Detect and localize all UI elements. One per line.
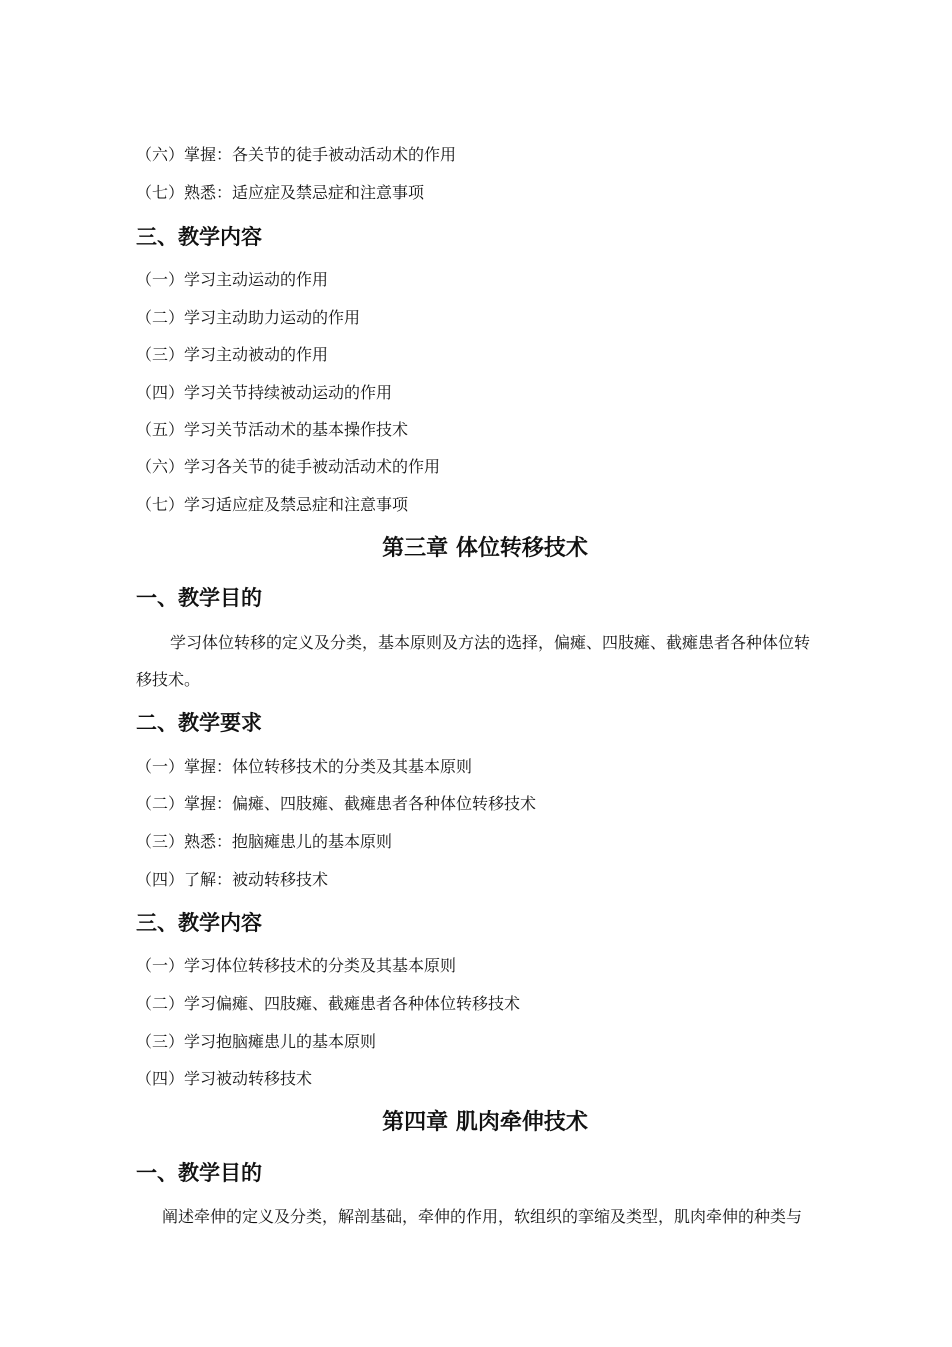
- list-item: （六）掌握：各关节的徒手被动活动术的作用: [136, 145, 457, 164]
- list-item: （七）学习适应症及禁忌症和注意事项: [136, 495, 409, 514]
- paragraph-text: 移技术。: [136, 670, 201, 689]
- list-item: （五）学习关节活动术的基本操作技术: [136, 420, 409, 439]
- section-heading: 一、教学目的: [136, 1161, 262, 1185]
- list-item: （四）学习被动转移技术: [136, 1069, 313, 1088]
- list-item: （二）学习偏瘫、四肢瘫、截瘫患者各种体位转移技术: [136, 994, 521, 1013]
- chapter-title: 第三章 体位转移技术: [382, 536, 588, 561]
- list-item: （一）学习体位转移技术的分类及其基本原则: [136, 956, 457, 975]
- list-item: （七）熟悉：适应症及禁忌症和注意事项: [136, 183, 425, 202]
- list-item: （三）学习抱脑瘫患儿的基本原则: [136, 1032, 377, 1051]
- list-item: （二）掌握：偏瘫、四肢瘫、截瘫患者各种体位转移技术: [136, 794, 537, 813]
- section-heading: 二、教学要求: [136, 711, 262, 735]
- paragraph-text: 阐述牵伸的定义及分类，解剖基础，牵伸的作用，软组织的挛缩及类型，肌肉牵伸的种类与: [162, 1207, 803, 1226]
- list-item: （四）学习关节持续被动运动的作用: [136, 383, 393, 402]
- list-item: （一）学习主动运动的作用: [136, 270, 329, 289]
- list-item: （二）学习主动助力运动的作用: [136, 308, 361, 327]
- section-heading: 一、教学目的: [136, 586, 262, 610]
- list-item: （三）学习主动被动的作用: [136, 345, 329, 364]
- list-item: （一）掌握：体位转移技术的分类及其基本原则: [136, 757, 473, 776]
- paragraph-text: 学习体位转移的定义及分类，基本原则及方法的选择，偏瘫、四肢瘫、截瘫患者各种体位转: [170, 633, 811, 652]
- section-heading: 三、教学内容: [136, 225, 262, 249]
- section-heading: 三、教学内容: [136, 911, 262, 935]
- list-item: （四）了解：被动转移技术: [136, 870, 329, 889]
- chapter-title: 第四章 肌肉牵伸技术: [382, 1110, 588, 1135]
- list-item: （六）学习各关节的徒手被动活动术的作用: [136, 457, 441, 476]
- list-item: （三）熟悉：抱脑瘫患儿的基本原则: [136, 832, 393, 851]
